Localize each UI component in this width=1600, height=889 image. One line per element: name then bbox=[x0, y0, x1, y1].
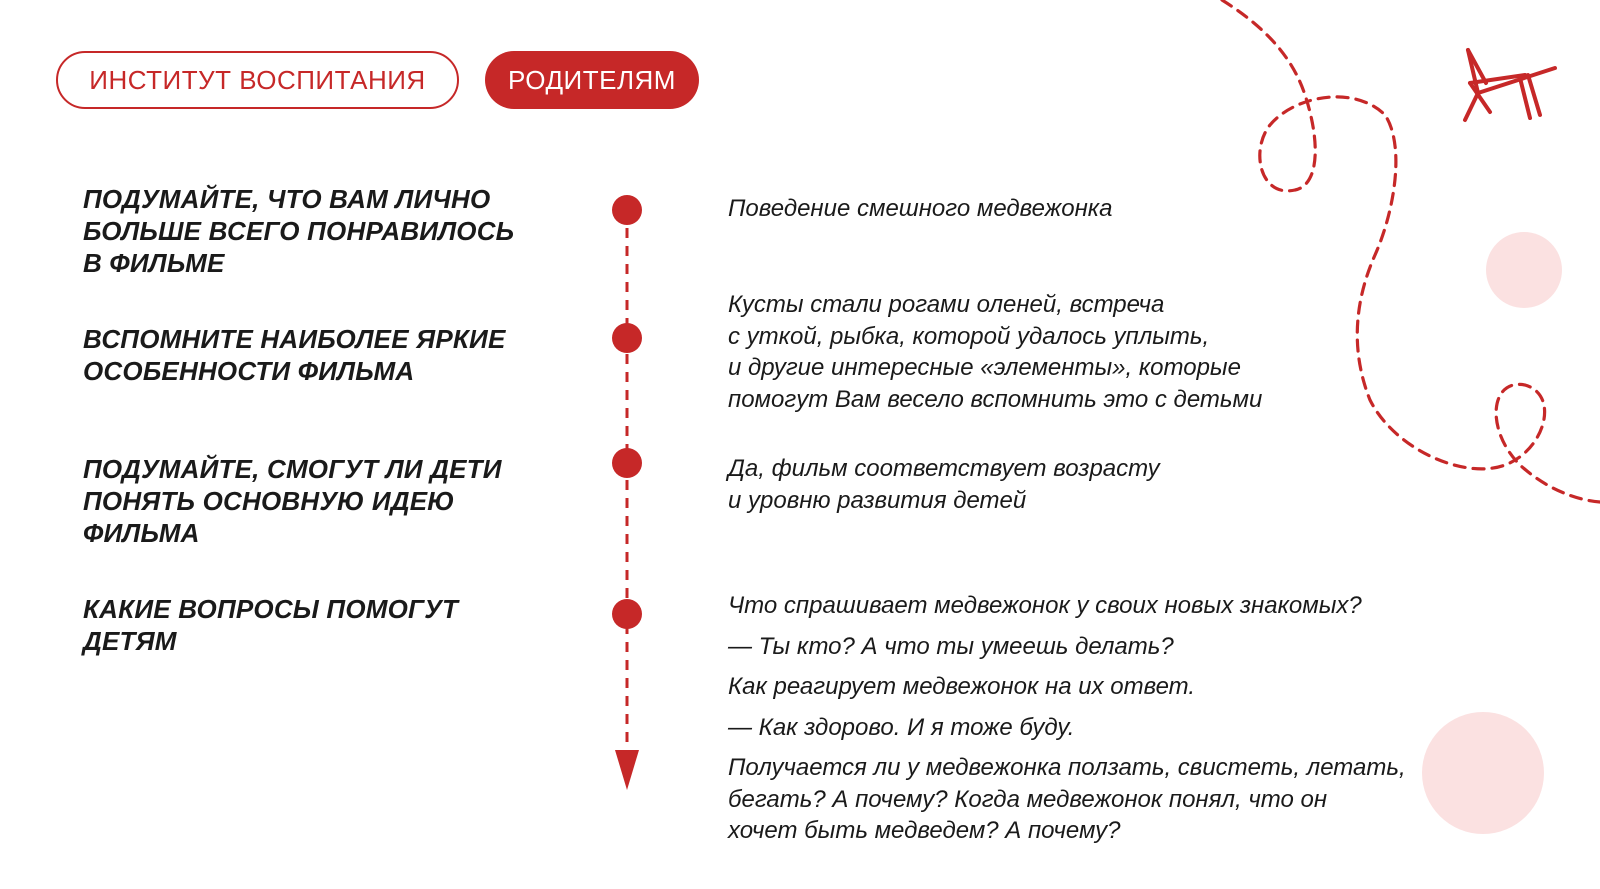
question-1-line-2: БОЛЬШЕ ВСЕГО ПОНРАВИЛОСЬ bbox=[83, 216, 515, 246]
question-3-line-2: ПОНЯТЬ ОСНОВНУЮ ИДЕЮ bbox=[83, 486, 455, 516]
timeline-dot-2 bbox=[612, 323, 642, 353]
question-3-line-3: ФИЛЬМА bbox=[83, 518, 200, 548]
answer-3-line-1: Да, фильм соответствует возрасту bbox=[728, 455, 1160, 482]
question-2 bbox=[83, 323, 573, 387]
question-4-line-1: КАКИЕ ВОПРОСЫ ПОМОГУТ bbox=[83, 594, 459, 624]
parents-section-badge bbox=[485, 51, 699, 109]
answer-2 bbox=[728, 289, 1488, 415]
answer-2-line-4: помогут Вам весело вспомнить это с детьми bbox=[728, 385, 1263, 413]
answer-2-line-3: и другие интересные «элементы», которые bbox=[728, 354, 1241, 381]
answer-4-para-4: — Как здорово. И я тоже буду. bbox=[728, 713, 1075, 741]
question-2-line-1: ВСПОМНИТЕ НАИБОЛЕЕ ЯРКИЕ bbox=[83, 324, 506, 354]
question-4-line-2: ДЕТЯМ bbox=[83, 626, 177, 656]
question-1-line-3: В ФИЛЬМЕ bbox=[83, 248, 225, 278]
answer-4-para-1: Что спрашивает медвежонок у своих новых знакомых? bbox=[728, 592, 1362, 619]
pink-circle-small bbox=[1486, 232, 1562, 308]
question-3-line-1: ПОДУМАЙТЕ, СМОГУТ ЛИ ДЕТИ bbox=[83, 454, 502, 484]
timeline-dot-3 bbox=[612, 448, 642, 478]
section-label: РОДИТЕЛЯМ bbox=[508, 64, 676, 95]
answer-1-line-1: Поведение смешного медвежонка bbox=[728, 195, 1113, 222]
answer-1 bbox=[728, 193, 1488, 225]
question-1-line-1: ПОДУМАЙТЕ, ЧТО ВАМ ЛИЧНО bbox=[83, 184, 491, 214]
question-1 bbox=[83, 183, 573, 279]
answer-2-line-2: с уткой, рыбка, которой удалось уплыть, bbox=[728, 322, 1210, 350]
timeline-arrow bbox=[615, 750, 639, 790]
chair-logo-icon bbox=[1465, 50, 1555, 120]
answer-4-para-5-line-3: хочет быть медведем? А почему? bbox=[728, 817, 1121, 844]
timeline-dot-1 bbox=[612, 195, 642, 225]
answer-4-para-3: Как реагирует медвежонок на их ответ. bbox=[728, 673, 1196, 700]
answer-4-para-5-line-1: Получается ли у медвежонка ползать, свистеть, летать, bbox=[728, 754, 1406, 781]
question-3 bbox=[83, 453, 573, 549]
institute-label: ИНСТИТУТ ВОСПИТАНИЯ bbox=[89, 64, 426, 95]
answer-4-para-5-line-2: бегать? А почему? Когда медвежонок понял, что он bbox=[728, 785, 1328, 813]
answer-4-para-2: — Ты кто? А что ты умеешь делать? bbox=[728, 632, 1174, 660]
question-2-line-2: ОСОБЕННОСТИ ФИЛЬМА bbox=[83, 356, 415, 386]
answer-3-line-2: и уровню развития детей bbox=[728, 486, 1027, 514]
question-4 bbox=[83, 593, 573, 657]
answer-4 bbox=[728, 590, 1488, 847]
answer-3 bbox=[728, 453, 1488, 516]
timeline-dot-4 bbox=[612, 599, 642, 629]
institute-badge bbox=[56, 51, 459, 109]
answer-2-line-1: Кусты стали рогами оленей, встреча bbox=[728, 291, 1165, 318]
